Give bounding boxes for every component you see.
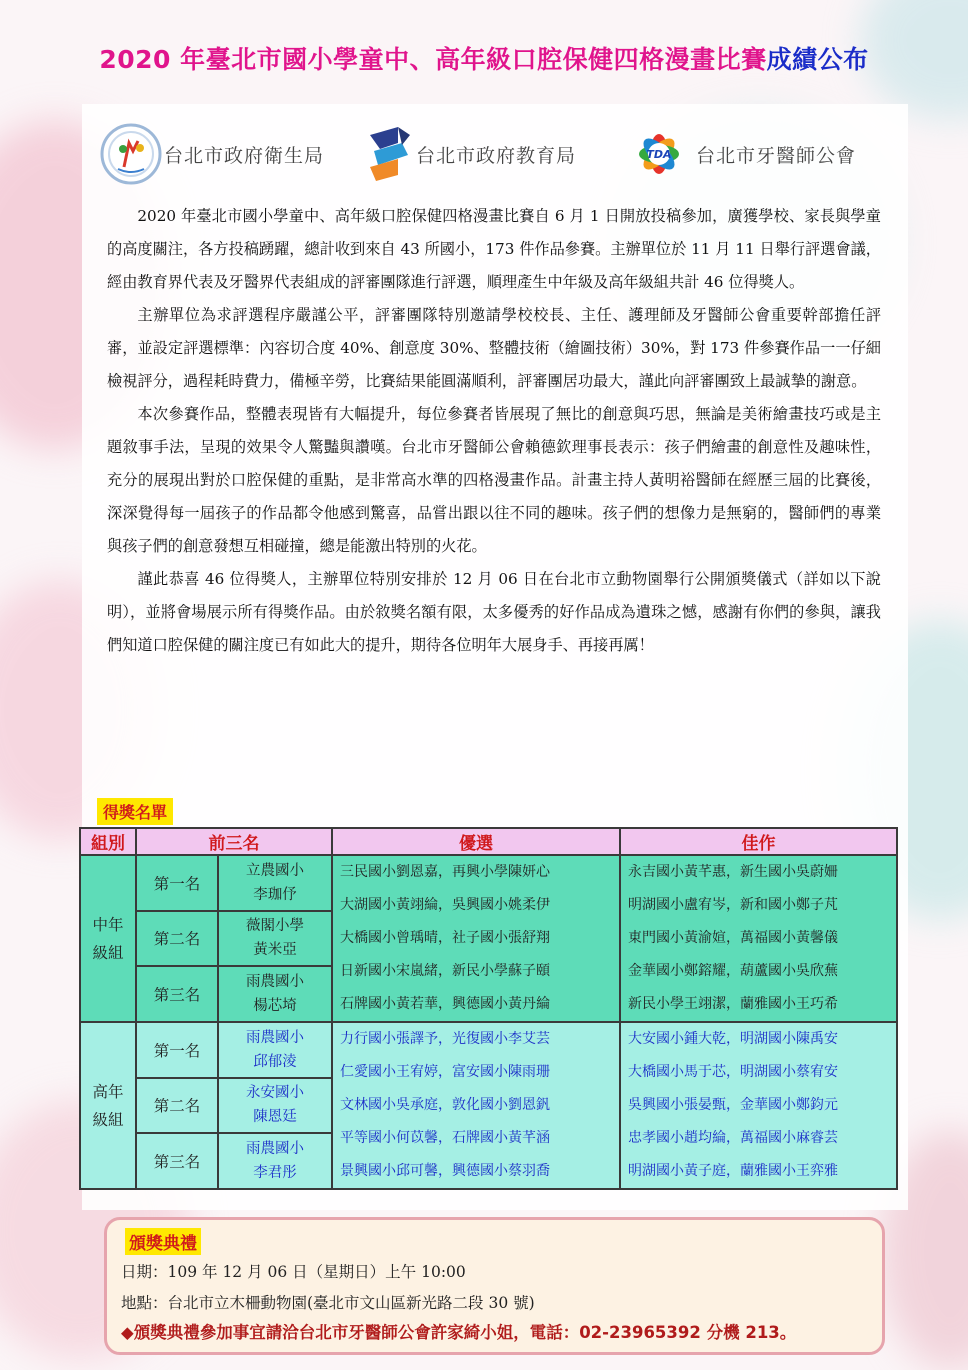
title-main: 2020 年臺北市國小學童中、高年級口腔保健四格漫畫比賽 [99,45,767,74]
list-item: 三民國小劉恩嘉，再興小學陳妍心 [340,864,550,880]
group-name [80,1022,136,1189]
intro-paragraph: 主辦單位為求評選程序嚴謹公平，評審團隊特別邀請學校校長、主任、護理師及牙醫師公會重要幹部擔任評審，並設定評選標準：內容切合度 40%、創意度 30%、整體技術（繪圖技術）30%，對 173 件參賽作品一一仔細檢視評分，過程耗時費力，備極辛勞，比賽結果能圓滿順利，評審團居功最大，謹此向評審團致上最誠摯的謝意。 [107,306,881,390]
header-group: 組別 [80,828,136,855]
list-item: 大安國小鍾大乾，明湖國小陳禹安 [628,1031,838,1047]
education-dept-logo-icon [368,125,412,183]
list-item: 吳興國小張晏甄，金華國小鄭鈞元 [628,1097,838,1113]
logo-dental-association [628,122,856,186]
winner-school: 雨農國小 [246,1029,304,1046]
intro-text [107,200,881,662]
merit-list [620,1022,897,1189]
place-label: 第三名 [136,1133,218,1189]
list-item: 大橋國小馬于芯，明湖國小蔡宥安 [628,1064,838,1080]
honorable-list [332,855,620,1022]
table-row [80,1022,897,1078]
list-item: 大橋國小曾瑀晴，社子國小張舒翔 [340,930,550,946]
table-header-row [80,828,897,855]
winner-school: 永安國小 [246,1085,304,1102]
merit-list [620,855,897,1022]
winner-student: 李君彤 [253,1165,297,1182]
table-row [80,855,897,911]
winner-student: 邱郁淩 [253,1053,297,1070]
winner-cell [218,1022,332,1078]
winner-student: 李珈伃 [253,886,297,903]
list-item: 新民小學王翊潔，蘭雅國小王巧希 [628,996,838,1012]
tda-badge-text: TDA [646,148,672,161]
winner-student: 陳恩廷 [253,1109,297,1126]
logo-label: 台北市政府衛生局 [164,144,325,167]
group-name [80,855,136,1022]
winner-cell [218,1078,332,1134]
winner-student: 黃米亞 [253,942,297,959]
list-item: 文林國小吳承庭，敦化國小劉恩釩 [340,1097,550,1113]
intro-paragraph: 2020 年臺北市國小學童中、高年級口腔保健四格漫畫比賽自 6 月 1 日開放投稿參加，廣獲學校、家長與學童的高度關注，各方投稿踴躍，總計收到來自 43 所國小，173 件作品參賽。主辦單位於 11 月 11 日舉行評選會議，經由教育界代表及牙醫界代表組成的評審團隊進行評選，順理產生中年級及高年級組共計 46 位得獎人。 [107,207,881,291]
place-label: 第一名 [136,855,218,911]
intro-paragraph: 本次參賽作品，整體表現皆有大幅提升，每位參賽者皆展現了無比的創意與巧思，無論是美術繪畫技巧或是主題敘事手法，呈現的效果令人驚豔與讚嘆。台北市牙醫師公會賴德欽理事長表示：孩子們繪畫的創意性及趣味性，充分的展現出對於口腔保健的重點，是非常高水準的四格漫畫作品。計畫主持人黃明裕醫師在經歷三屆的比賽後，深深覺得每一屆孩子的作品都令他感到驚喜，品嘗出跟以往不同的趣味。孩子們的想像力是無窮的，醫師們的專業與孩子們的創意發想互相碰撞，總是能激出特別的火花。 [107,405,881,555]
list-item: 平等國小何苡馨，石牌國小黃芊涵 [340,1130,550,1146]
place-label: 第三名 [136,966,218,1022]
place-label: 第二名 [136,911,218,967]
group-label: 高年級組 [92,1082,124,1129]
logo-education-dept [368,122,576,186]
list-item: 金華國小鄭鎔耀，葫蘆國小吳欣蕪 [628,963,838,979]
winner-student: 楊芯埼 [253,998,297,1015]
tda-logo-icon [628,123,690,185]
list-item: 仁愛國小王宥婷，富安國小陳雨珊 [340,1064,550,1080]
winners-table [79,827,898,1190]
list-item: 忠孝國小趙均綸，萬福國小麻睿芸 [628,1130,838,1146]
ceremony-contact: ◆頒獎典禮參加事宜請洽台北市牙醫師公會許家綺小姐，電話：02-23965392 分機 213。 [121,1323,797,1342]
group-label: 中年級組 [92,915,124,962]
list-item: 日新國小宋嵐緒，新民小學蘇子頤 [340,963,550,979]
logo-label: 台北市牙醫師公會 [696,144,857,167]
title-highlight: 成績公布 [766,45,869,74]
place-label: 第二名 [136,1078,218,1134]
ceremony-location: 地點：台北市立木柵動物園(臺北市文山區新光路二段 30 號) [121,1294,535,1312]
ceremony-date: 日期：109 年 12 月 06 日（星期日）上午 10:00 [121,1263,466,1281]
place-label: 第一名 [136,1022,218,1078]
intro-paragraph: 謹此恭喜 46 位得獎人，主辦單位特別安排於 12 月 06 日在台北市立動物園舉行公開頒獎儀式（詳如以下說明），並將會場展示所有得獎作品。由於敘獎名額有限，太多優秀的好作品成為遺珠之憾，感謝有你們的參與，讓我們知道口腔保健的關注度已有如此大的提升，期待各位明年大展身手、再接再厲！ [107,570,881,654]
logo-label: 台北市政府教育局 [416,144,577,167]
page-title [0,40,968,76]
logo-health-dept [100,122,324,186]
list-item: 景興國小邱可馨，興德國小蔡羽喬 [340,1163,550,1179]
list-item: 大湖國小黃翊綸，吳興國小姚柔伊 [340,897,550,913]
health-dept-seal-icon [100,123,162,185]
list-item: 東門國小黃渝媗，萬福國小黃馨儀 [628,930,838,946]
winner-school: 薇閣小學 [246,918,304,935]
header-top3: 前三名 [136,828,332,855]
list-item: 力行國小張譯予，光復國小李艾芸 [340,1031,550,1047]
list-item: 永吉國小黃芊惠，新生國小吳蔚姍 [628,864,838,880]
list-item: 明湖國小黃子庭，蘭雅國小王弈雅 [628,1163,838,1179]
list-item: 明湖國小盧宥岑，新和國小鄭子芃 [628,897,838,913]
winner-cell [218,1133,332,1189]
winners-heading: 得獎名單 [97,798,173,825]
honorable-list [332,1022,620,1189]
winner-cell [218,855,332,911]
list-item: 石牌國小黃若華，興德國小黃丹綸 [340,996,550,1012]
winner-school: 立農國小 [246,862,304,879]
winner-cell [218,911,332,967]
winner-school: 雨農國小 [246,1141,304,1158]
header-honorable: 優選 [332,828,620,855]
ceremony-heading: 頒獎典禮 [125,1228,201,1255]
winner-cell [218,966,332,1022]
winner-school: 雨農國小 [246,974,304,991]
header-merit: 佳作 [620,828,897,855]
ceremony-box [104,1217,885,1355]
